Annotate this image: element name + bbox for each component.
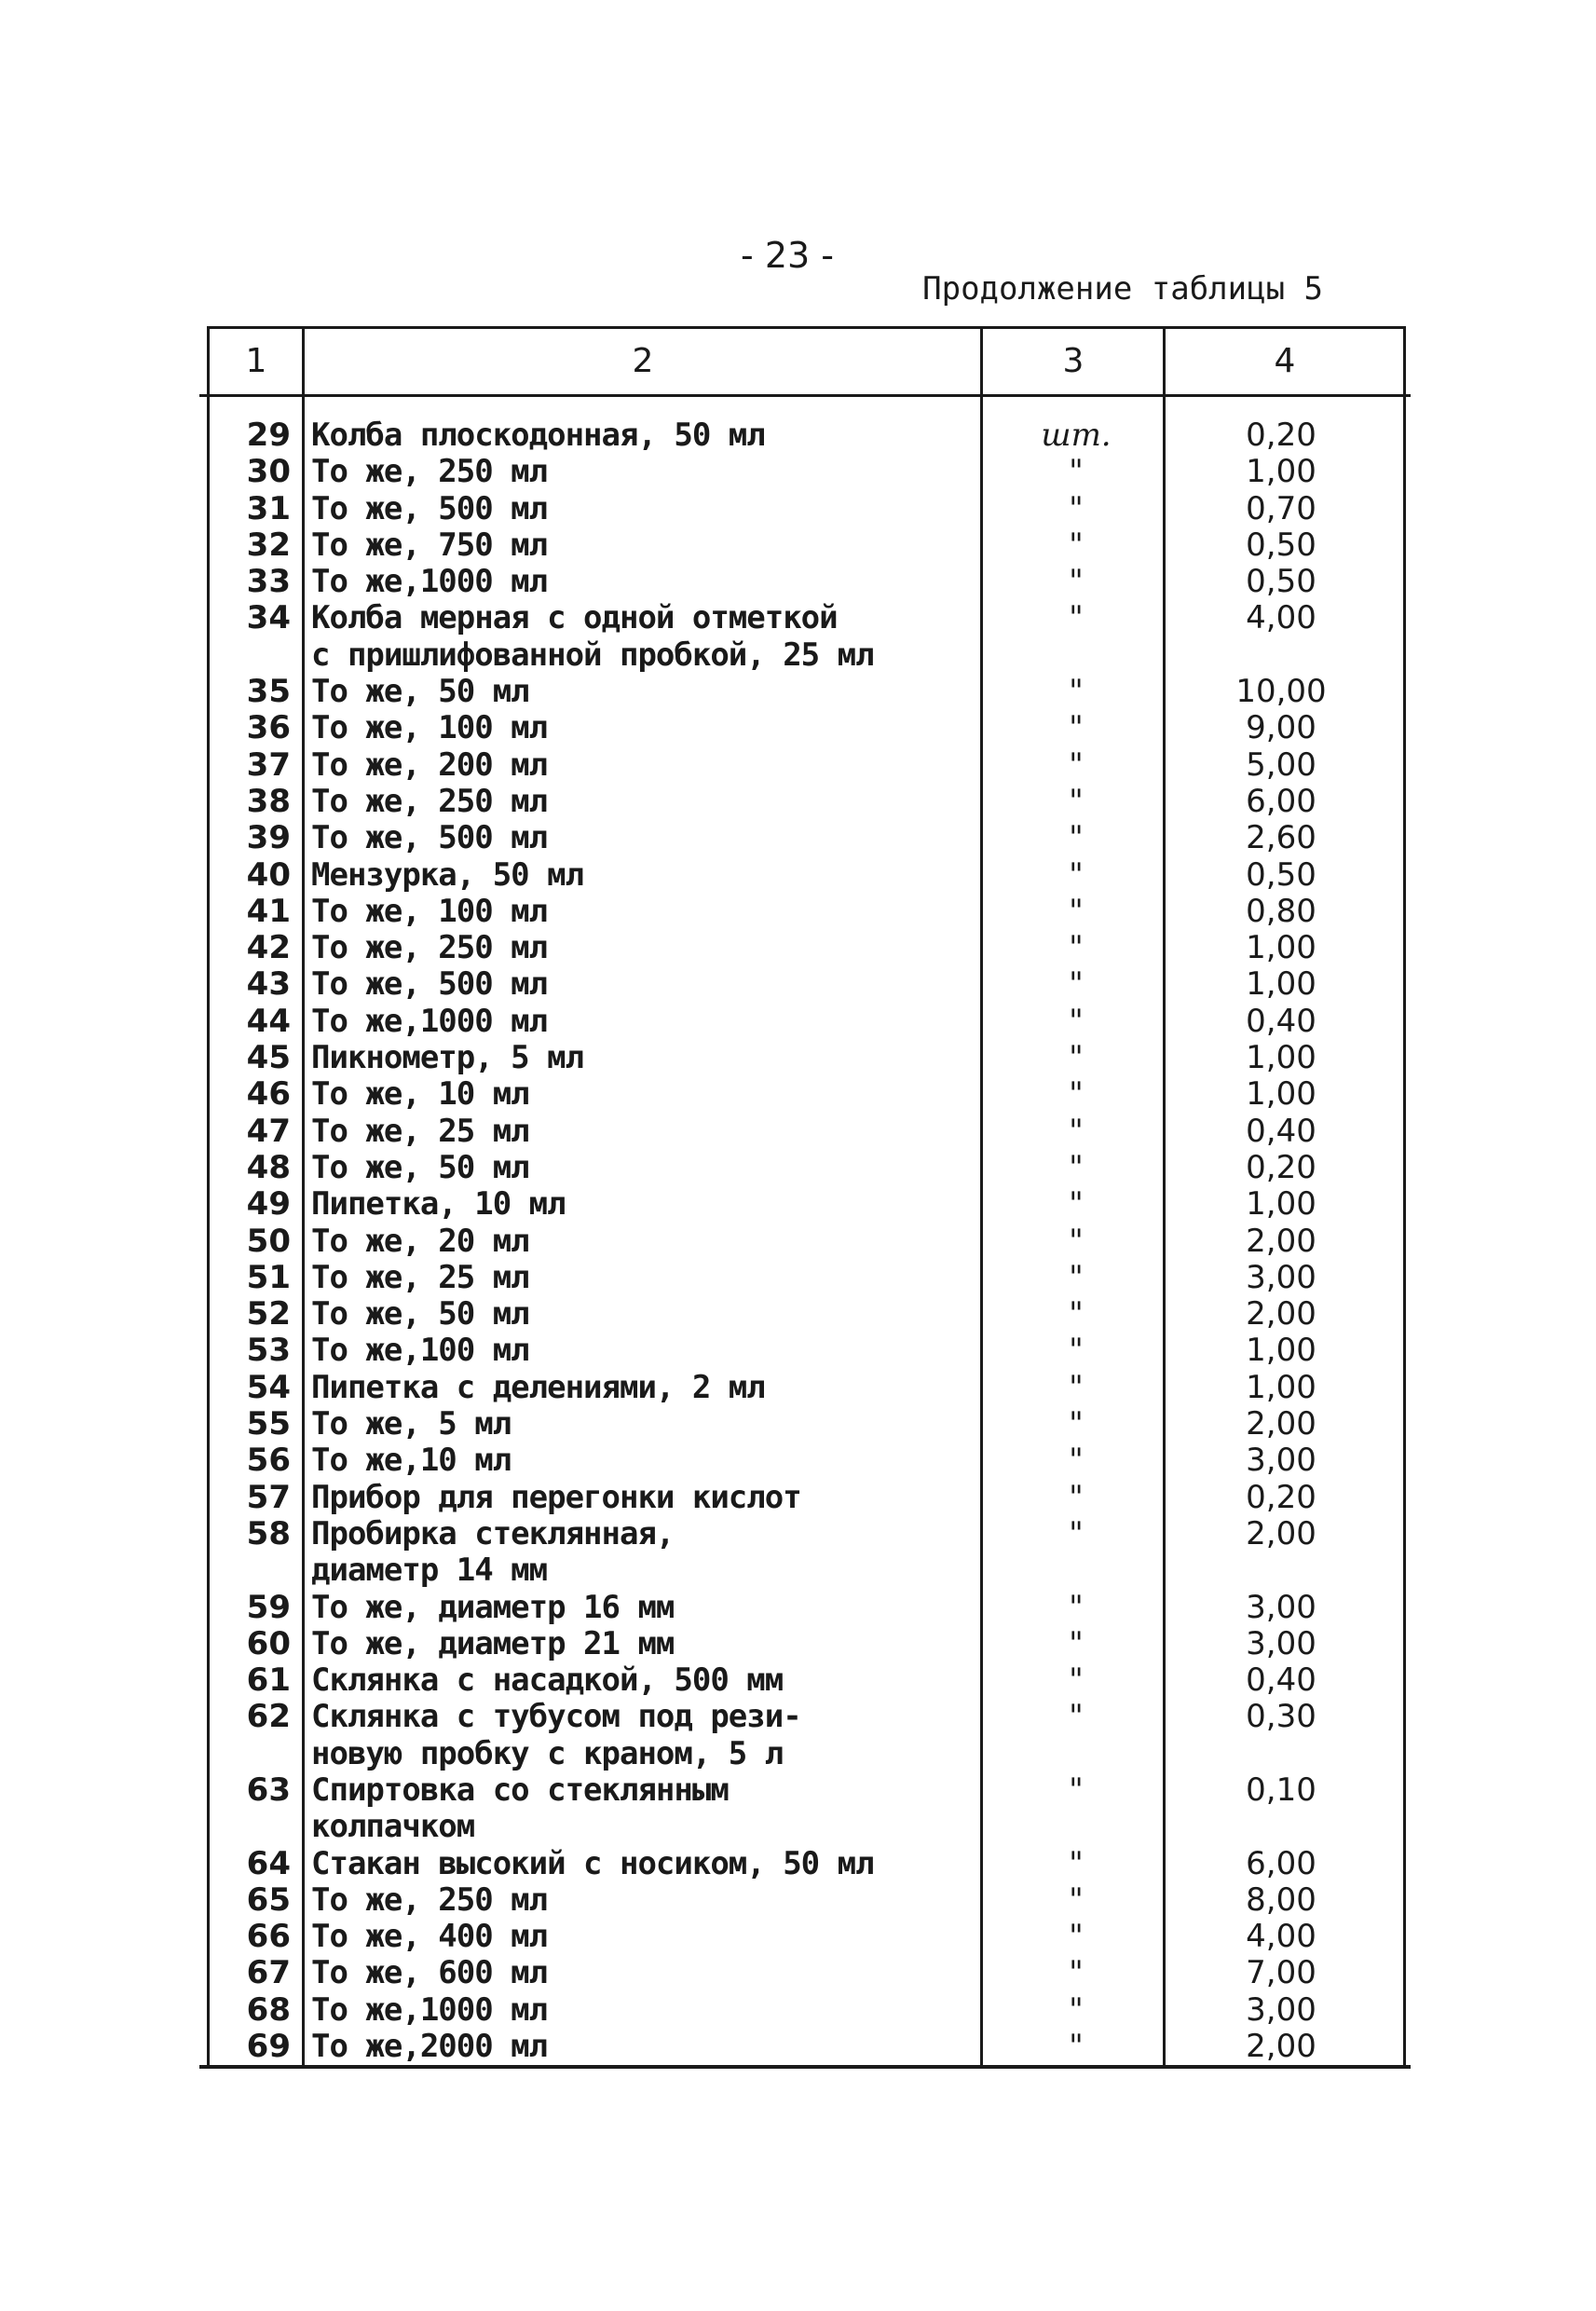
table-row xyxy=(0,1882,1596,1919)
column-header-3: 3 xyxy=(1062,342,1084,380)
item-name: То же,1000 мл xyxy=(311,1002,548,1040)
table-row xyxy=(0,1699,1596,1735)
item-value: 2,00 xyxy=(1246,1405,1316,1443)
item-number: 64 xyxy=(246,1844,291,1882)
item-value: 1,00 xyxy=(1246,1332,1316,1370)
item-value: 4,00 xyxy=(1246,599,1316,637)
item-name: То же, 750 мл xyxy=(311,526,548,564)
item-name: То же, 400 мл xyxy=(311,1918,548,1956)
item-number: 49 xyxy=(246,1185,291,1224)
item-unit: " xyxy=(1069,453,1084,491)
item-unit: " xyxy=(1069,1990,1084,2029)
item-value: 0,20 xyxy=(1246,417,1316,454)
item-name: То же, диаметр 21 мм xyxy=(311,1624,675,1662)
item-unit: " xyxy=(1069,855,1084,894)
item-value: 4,00 xyxy=(1246,1918,1316,1956)
table-row xyxy=(0,820,1596,856)
item-name: То же, 200 мл xyxy=(311,745,548,784)
item-number: 32 xyxy=(246,526,291,564)
item-value: 0,70 xyxy=(1246,489,1316,527)
item-number: 34 xyxy=(246,599,291,637)
table-row xyxy=(0,1590,1596,1626)
item-number: 40 xyxy=(246,855,291,894)
table-bottom-border xyxy=(199,2065,1411,2069)
table-row xyxy=(0,930,1596,966)
table-row xyxy=(0,966,1596,1003)
item-number: 45 xyxy=(246,1039,291,1077)
item-unit: " xyxy=(1069,1332,1084,1370)
item-unit: " xyxy=(1069,673,1084,711)
item-unit: " xyxy=(1069,1295,1084,1333)
item-value: 2,60 xyxy=(1246,819,1316,857)
item-value: 6,00 xyxy=(1246,1844,1316,1882)
column-header-2: 2 xyxy=(632,342,654,380)
item-name: диаметр 14 мм xyxy=(311,1552,548,1590)
item-number: 41 xyxy=(246,892,291,930)
table-row xyxy=(0,1919,1596,1955)
table-row xyxy=(0,894,1596,930)
table-row xyxy=(0,857,1596,894)
item-name: Спиртовка со стеклянным xyxy=(311,1771,729,1809)
item-name: Пробирка стеклянная, xyxy=(311,1514,675,1552)
table-row xyxy=(0,1406,1596,1443)
item-unit: " xyxy=(1069,1880,1084,1919)
item-number: 30 xyxy=(246,453,291,491)
table-row xyxy=(0,1992,1596,2029)
item-value: 3,00 xyxy=(1246,1624,1316,1662)
table-body xyxy=(0,417,1596,2065)
item-unit: " xyxy=(1069,1405,1084,1443)
item-value: 8,00 xyxy=(1246,1880,1316,1919)
item-name: Мензурка, 50 мл xyxy=(311,855,584,894)
item-name: То же, 5 мл xyxy=(311,1405,512,1443)
table-row xyxy=(0,1662,1596,1699)
item-unit: " xyxy=(1069,782,1084,820)
item-number: 68 xyxy=(246,1990,291,2029)
table-row xyxy=(0,1186,1596,1223)
table-row xyxy=(0,1076,1596,1113)
item-unit: " xyxy=(1069,819,1084,857)
item-value: 1,00 xyxy=(1246,1075,1316,1114)
item-unit: " xyxy=(1069,1478,1084,1516)
item-number: 58 xyxy=(246,1514,291,1552)
item-value: 0,30 xyxy=(1246,1698,1316,1736)
item-number: 38 xyxy=(246,782,291,820)
item-name: То же, 25 мл xyxy=(311,1258,529,1296)
table-row xyxy=(0,1480,1596,1516)
column-header-1: 1 xyxy=(245,342,267,380)
item-name: То же, 250 мл xyxy=(311,929,548,967)
item-value: 10,00 xyxy=(1235,673,1327,711)
item-name: То же, диаметр 16 мм xyxy=(311,1588,675,1626)
item-value: 2,00 xyxy=(1246,2028,1316,2066)
table-row xyxy=(0,1772,1596,1809)
item-value: 0,40 xyxy=(1246,1112,1316,1150)
item-name: Пипетка с делениями, 2 мл xyxy=(311,1368,765,1406)
table-row xyxy=(0,1004,1596,1040)
table-row xyxy=(0,1443,1596,1479)
item-number: 29 xyxy=(246,417,291,454)
item-value: 0,40 xyxy=(1246,1661,1316,1700)
item-value: 2,00 xyxy=(1246,1514,1316,1552)
table-row xyxy=(0,747,1596,784)
item-unit: " xyxy=(1069,1002,1084,1040)
item-name: То же, 25 мл xyxy=(311,1112,529,1150)
item-number: 44 xyxy=(246,1002,291,1040)
item-unit: " xyxy=(1069,2028,1084,2066)
item-number: 65 xyxy=(246,1880,291,1919)
item-number: 69 xyxy=(246,2028,291,2066)
item-unit: " xyxy=(1069,1185,1084,1224)
item-name: То же, 100 мл xyxy=(311,709,548,747)
item-value: 1,00 xyxy=(1246,1185,1316,1224)
item-value: 1,00 xyxy=(1246,929,1316,967)
item-unit: " xyxy=(1069,745,1084,784)
table-row xyxy=(0,1846,1596,1882)
item-unit: " xyxy=(1069,1112,1084,1150)
item-number: 63 xyxy=(246,1771,291,1809)
table-row xyxy=(0,491,1596,527)
item-value: 3,00 xyxy=(1246,1258,1316,1296)
item-value: 9,00 xyxy=(1246,709,1316,747)
item-value: 1,00 xyxy=(1246,1368,1316,1406)
item-name: с пришлифованной пробкой, 25 мл xyxy=(311,636,874,674)
item-name: Колба мерная с одной отметкой xyxy=(311,599,838,637)
item-value: 7,00 xyxy=(1246,1954,1316,1992)
item-number: 43 xyxy=(246,965,291,1004)
item-name: То же,100 мл xyxy=(311,1332,529,1370)
item-name: То же, 250 мл xyxy=(311,1880,548,1919)
item-name: новую пробку с краном, 5 л xyxy=(311,1734,784,1772)
table-row xyxy=(0,1370,1596,1406)
table-row xyxy=(0,2029,1596,2065)
table-row xyxy=(0,417,1596,454)
item-number: 35 xyxy=(246,673,291,711)
header-bottom-border xyxy=(199,394,1411,397)
table-row xyxy=(0,1552,1596,1589)
item-unit: " xyxy=(1069,599,1084,637)
item-unit: " xyxy=(1069,1954,1084,1992)
item-number: 39 xyxy=(246,819,291,857)
table-row xyxy=(0,1736,1596,1772)
item-name: То же, 10 мл xyxy=(311,1075,529,1114)
item-value: 2,00 xyxy=(1246,1295,1316,1333)
item-name: То же,1000 мл xyxy=(311,1990,548,2029)
item-unit: шт. xyxy=(1041,417,1112,454)
item-unit: " xyxy=(1069,1624,1084,1662)
item-unit: " xyxy=(1069,1039,1084,1077)
item-number: 54 xyxy=(246,1368,291,1406)
item-number: 55 xyxy=(246,1405,291,1443)
item-number: 53 xyxy=(246,1332,291,1370)
item-name: Склянка с тубусом под рези- xyxy=(311,1698,801,1736)
item-name: То же, 100 мл xyxy=(311,892,548,930)
item-unit: " xyxy=(1069,526,1084,564)
item-number: 52 xyxy=(246,1295,291,1333)
item-number: 42 xyxy=(246,929,291,967)
item-number: 51 xyxy=(246,1258,291,1296)
table-row xyxy=(0,527,1596,564)
item-unit: " xyxy=(1069,1222,1084,1260)
item-number: 50 xyxy=(246,1222,291,1260)
item-value: 5,00 xyxy=(1246,745,1316,784)
item-unit: " xyxy=(1069,1075,1084,1114)
item-value: 3,00 xyxy=(1246,1588,1316,1626)
item-value: 3,00 xyxy=(1246,1990,1316,2029)
item-unit: " xyxy=(1069,563,1084,601)
item-unit: " xyxy=(1069,709,1084,747)
item-number: 59 xyxy=(246,1588,291,1626)
item-number: 67 xyxy=(246,1954,291,1992)
item-value: 1,00 xyxy=(1246,1039,1316,1077)
item-name: То же, 20 мл xyxy=(311,1222,529,1260)
item-number: 36 xyxy=(246,709,291,747)
item-number: 46 xyxy=(246,1075,291,1114)
item-unit: " xyxy=(1069,1661,1084,1700)
item-name: колпачком xyxy=(311,1808,475,1846)
item-name: То же, 500 мл xyxy=(311,819,548,857)
item-number: 47 xyxy=(246,1112,291,1150)
table-row xyxy=(0,564,1596,600)
table-row xyxy=(0,1114,1596,1150)
item-value: 1,00 xyxy=(1246,453,1316,491)
page-number: - 23 - xyxy=(741,235,834,276)
item-name: Прибор для перегонки кислот xyxy=(311,1478,801,1516)
item-number: 66 xyxy=(246,1918,291,1956)
column-header-4: 4 xyxy=(1274,342,1296,380)
table-row xyxy=(0,1150,1596,1186)
item-name: То же,1000 мл xyxy=(311,563,548,601)
item-name: То же, 500 мл xyxy=(311,965,548,1004)
item-name: То же, 50 мл xyxy=(311,673,529,711)
table-row xyxy=(0,1040,1596,1076)
item-unit: " xyxy=(1069,1918,1084,1956)
table-row xyxy=(0,1516,1596,1552)
item-number: 31 xyxy=(246,489,291,527)
item-number: 61 xyxy=(246,1661,291,1700)
item-number: 57 xyxy=(246,1478,291,1516)
table-row xyxy=(0,1333,1596,1369)
item-name: Стакан высокий с носиком, 50 мл xyxy=(311,1844,874,1882)
item-name: То же, 500 мл xyxy=(311,489,548,527)
item-name: То же, 50 мл xyxy=(311,1148,529,1186)
item-name: Склянка с насадкой, 500 мм xyxy=(311,1661,784,1700)
item-number: 56 xyxy=(246,1442,291,1480)
item-value: 2,00 xyxy=(1246,1222,1316,1260)
item-number: 33 xyxy=(246,563,291,601)
item-unit: " xyxy=(1069,1514,1084,1552)
table-top-border xyxy=(207,326,1403,329)
item-unit: " xyxy=(1069,489,1084,527)
item-number: 62 xyxy=(246,1698,291,1736)
item-unit: " xyxy=(1069,1442,1084,1480)
table-row xyxy=(0,674,1596,710)
item-value: 0,20 xyxy=(1246,1148,1316,1186)
table-caption: Продолжение таблицы 5 xyxy=(922,270,1323,308)
item-value: 0,10 xyxy=(1246,1771,1316,1809)
item-name: То же,10 мл xyxy=(311,1442,512,1480)
item-unit: " xyxy=(1069,929,1084,967)
item-name: Пикнометр, 5 мл xyxy=(311,1039,584,1077)
item-value: 0,20 xyxy=(1246,1478,1316,1516)
table-row xyxy=(0,637,1596,674)
item-unit: " xyxy=(1069,1368,1084,1406)
item-value: 6,00 xyxy=(1246,782,1316,820)
table-row xyxy=(0,600,1596,636)
item-value: 1,00 xyxy=(1246,965,1316,1004)
item-unit: " xyxy=(1069,1844,1084,1882)
item-name: То же, 600 мл xyxy=(311,1954,548,1992)
item-name: То же, 250 мл xyxy=(311,782,548,820)
item-value: 0,50 xyxy=(1246,563,1316,601)
item-number: 60 xyxy=(246,1624,291,1662)
table-row xyxy=(0,1626,1596,1662)
table-row xyxy=(0,454,1596,490)
item-name: То же,2000 мл xyxy=(311,2028,548,2066)
table-row xyxy=(0,1955,1596,1991)
item-value: 0,40 xyxy=(1246,1002,1316,1040)
item-name: То же, 250 мл xyxy=(311,453,548,491)
table-row xyxy=(0,710,1596,746)
item-unit: " xyxy=(1069,1258,1084,1296)
item-value: 3,00 xyxy=(1246,1442,1316,1480)
table-row xyxy=(0,1260,1596,1296)
item-unit: " xyxy=(1069,1771,1084,1809)
table-row xyxy=(0,1296,1596,1333)
table-row xyxy=(0,784,1596,820)
item-name: Пипетка, 10 мл xyxy=(311,1185,566,1224)
item-number: 37 xyxy=(246,745,291,784)
table-row xyxy=(0,1224,1596,1260)
item-number: 48 xyxy=(246,1148,291,1186)
item-name: То же, 50 мл xyxy=(311,1295,529,1333)
item-value: 0,50 xyxy=(1246,855,1316,894)
item-value: 0,50 xyxy=(1246,526,1316,564)
item-unit: " xyxy=(1069,1148,1084,1186)
item-unit: " xyxy=(1069,892,1084,930)
table-row xyxy=(0,1809,1596,1845)
item-name: Колба плоскодонная, 50 мл xyxy=(311,417,765,454)
item-unit: " xyxy=(1069,965,1084,1004)
item-unit: " xyxy=(1069,1698,1084,1736)
item-value: 0,80 xyxy=(1246,892,1316,930)
item-unit: " xyxy=(1069,1588,1084,1626)
